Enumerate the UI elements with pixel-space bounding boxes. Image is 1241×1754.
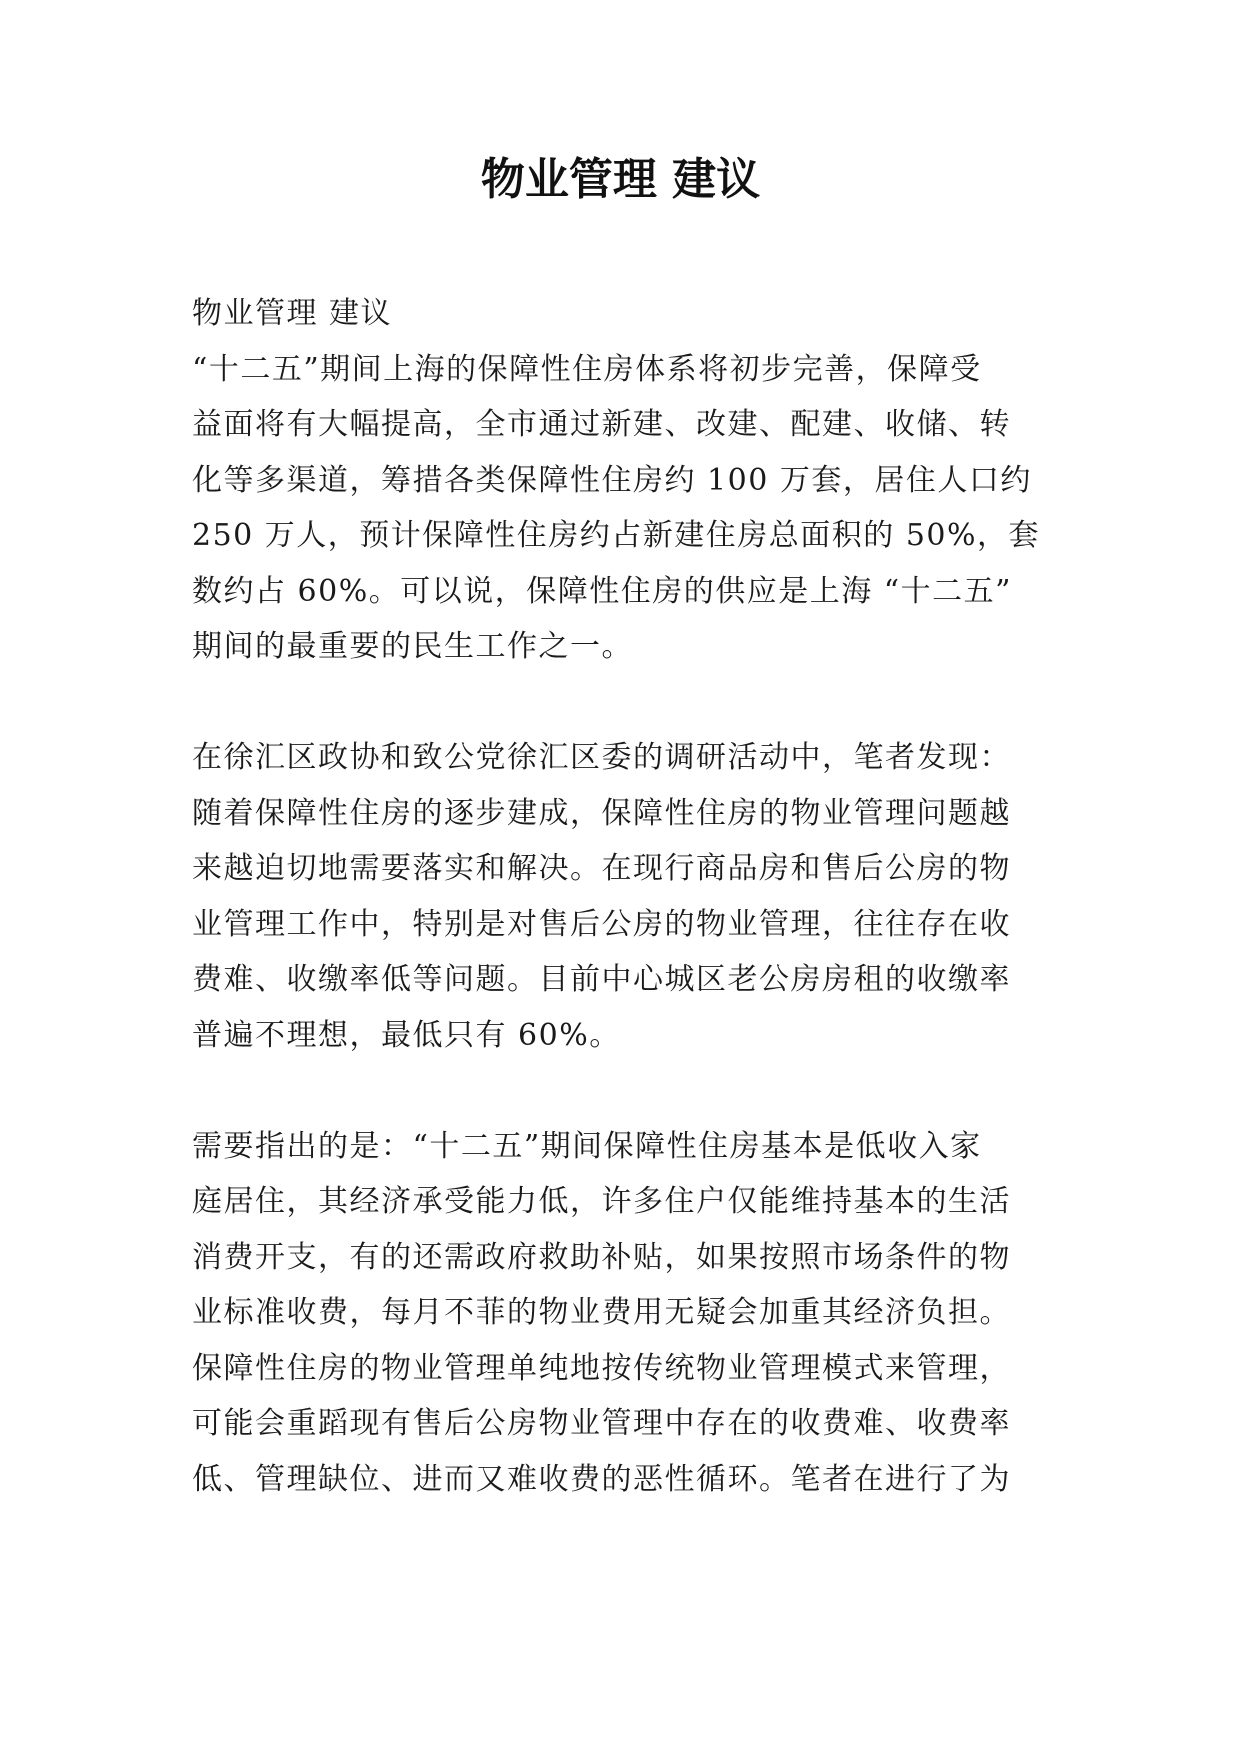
paragraph-line: 费难、收缴率低等问题。目前中心城区老公房房租的收缴率	[192, 962, 1011, 997]
paragraph-line: 业管理工作中，特别是对售后公房的物业管理，往往存在收	[192, 906, 1011, 942]
paragraph-line: 普遍不理想，最低只有 60%。	[192, 1017, 621, 1053]
paragraph-line: 需要指出的是：“十二五”期间保障性住房基本是低收入家	[192, 1128, 982, 1164]
paragraph-line: 益面将有大幅提高，全市通过新建、改建、配建、收储、转	[192, 407, 1011, 442]
paragraph-line: 期间的最重要的民生工作之一。	[192, 629, 633, 664]
document-subtitle: 物业管理 建议	[192, 296, 393, 331]
paragraph-line: 随着保障性住房的逐步建成，保障性住房的物业管理问题越	[192, 795, 1011, 831]
paragraph-line: 业标准收费，每月不菲的物业费用无疑会加重其经济负担。	[192, 1295, 1011, 1330]
paragraph-spacer	[192, 675, 1052, 731]
paragraph-2	[192, 730, 1052, 1063]
paragraph-line: 庭居住，其经济承受能力低，许多住户仅能维持基本的生活	[192, 1184, 1011, 1219]
paragraph-line: 250 万人，预计保障性住房约占新建住房总面积的 50%，套	[192, 518, 1041, 553]
paragraph-3	[192, 1119, 1052, 1508]
paragraph-1	[192, 342, 1052, 675]
paragraph-line: 保障性住房的物业管理单纯地按传统物业管理模式来管理，	[192, 1350, 1011, 1386]
paragraph-line: “十二五”期间上海的保障性住房体系将初步完善，保障受	[192, 351, 982, 387]
paragraph-spacer	[192, 1063, 1052, 1119]
paragraph-line: 化等多渠道，筹措各类保障性住房约 100 万套，居住人口约	[192, 462, 1032, 498]
document-body	[192, 286, 1052, 1507]
document-title: 物业管理 建议	[480, 154, 761, 205]
paragraph-line: 可能会重蹈现有售后公房物业管理中存在的收费难、收费率	[192, 1406, 1011, 1441]
paragraph-line: 低、管理缺位、进而又难收费的恶性循环。笔者在进行了为	[192, 1461, 1011, 1497]
paragraph-line: 来越迫切地需要落实和解决。在现行商品房和售后公房的物	[192, 851, 1011, 886]
paragraph-line: 消费开支，有的还需政府救助补贴，如果按照市场条件的物	[192, 1239, 1011, 1275]
paragraph-line: 数约占 60%。可以说，保障性住房的供应是上海 “十二五”	[192, 573, 1012, 609]
paragraph-line: 在徐汇区政协和致公党徐汇区委的调研活动中，笔者发现：	[192, 740, 1011, 775]
